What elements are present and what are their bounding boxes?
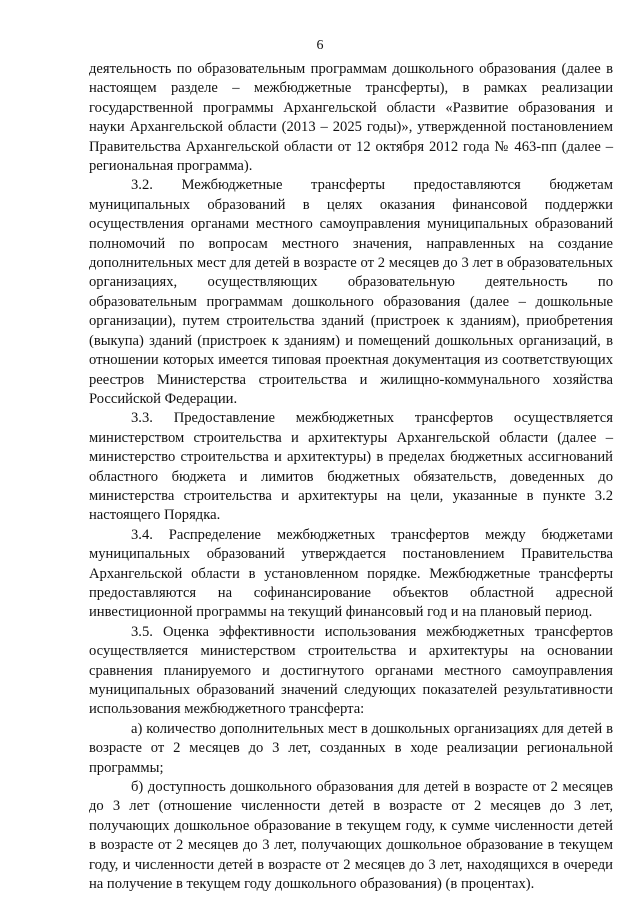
paragraph-3-4: 3.4. Распределение межбюджетных трансфертов между бюджетами муниципальных образований утверждается постановлением Правительства Архангельской области в установленном порядке. Межбюджетные трансферты предоставляются на софинансирование объектов областной адресной инвестиционной программы на текущий финансовый год и на плановый период. xyxy=(89,526,613,621)
paragraph-continuation: деятельность по образовательным программам дошкольного образования (далее в настоящем разделе – межбюджетные трансферты), в рамках реализации государственной программы Архангельской области «Развитие образования и науки Архангельской области (2013 – 2025 годы)», утвержденной постановлением Правительства Архангельской области от 12 октября 2012 года № 463-пп (далее – региональная программа). xyxy=(89,61,613,175)
list-item-a: а) количество дополнительных мест в дошкольных организациях для детей в возрасте от 2 месяцев до 3 лет, созданных в ходе реализации региональной программы; xyxy=(89,720,613,776)
page-number: 6 xyxy=(316,38,324,53)
paragraph-3-3: 3.3. Предоставление межбюджетных трансфертов осуществляется министерством строительства и архитектуры Архангельской области (далее – министерство строительства и архитектуры) в пределах бюджетных ассигнований областного бюджета и лимитов бюджетных обязательств, доведенных до министерства строительства и архитектуры на цели, указанные в пункте 3.2 настоящего Порядка. xyxy=(89,410,613,524)
list-item-b: б) доступность дошкольного образования для детей в возрасте от 2 месяцев до 3 лет (отношение численности детей в возрасте от 2 месяцев до 3 лет, получающих дошкольное образование в текущем году, к сумме численности детей в возрасте от 2 месяцев до 3 лет, получающих дошкольное образование в текущем году, и численности детей в возрасте от 2 месяцев до 3 лет, находящихся в очереди на получение в текущем году дошкольного образования) (в процентах). xyxy=(89,779,613,893)
paragraph-3-2: 3.2. Межбюджетные трансферты предоставляются бюджетам муниципальных образований в целях оказания финансовой поддержки осуществления органами местного самоуправления муниципальных образований полномочий по вопросам местного значения, направленных на создание дополнительных мест для детей в возрасте от 2 месяцев до 3 лет в образовательных организациях, осуществляющих образовательную деятельность по образовательным программам дошкольного образования (далее – дошкольные организации), путем строительства зданий (пристроек к зданиям), приобретения (выкупа) зданий (пристроек к зданиям) и помещений дошкольных организаций, в отношении которых имеется типовая проектная документация из соответствующих реестров Министерства строительства и жилищно-коммунального хозяйства Российской Федерации. xyxy=(89,177,613,407)
document-body xyxy=(89,60,613,894)
paragraph-3-5: 3.5. Оценка эффективности использования межбюджетных трансфертов осуществляется министерством строительства и архитектуры на основании сравнения планируемого и достигнутого органами местного самоуправления муниципальных образований значений следующих показателей результативности использования межбюджетного трансферта: xyxy=(89,623,613,718)
